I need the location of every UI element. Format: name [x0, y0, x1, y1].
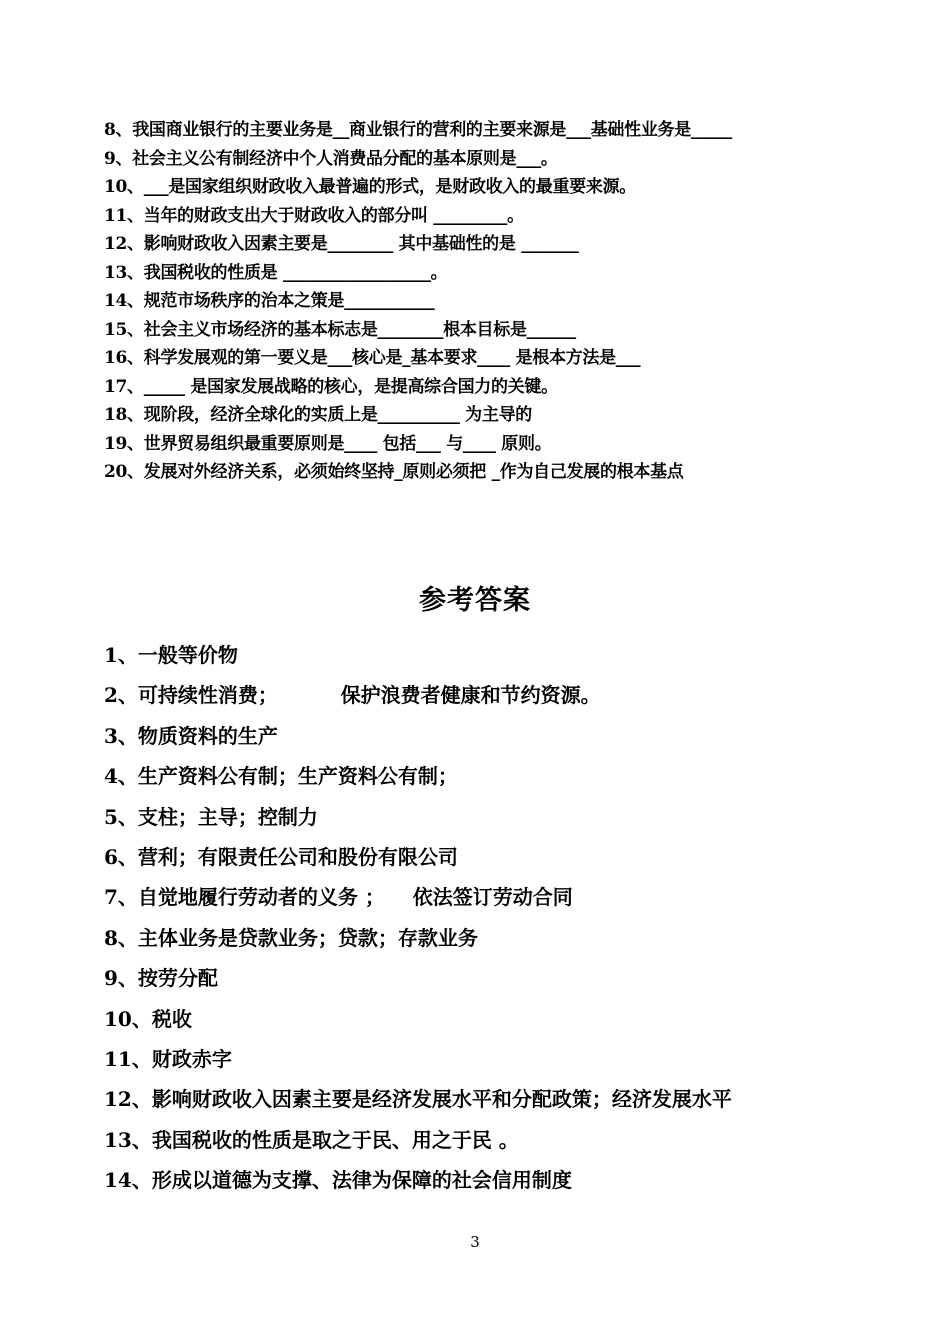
question-line: 16、科学发展观的第一要义是___核心是_基本要求____ 是根本方法是___: [104, 348, 641, 368]
question-line: 15、社会主义市场经济的基本标志是________根本目标是______: [104, 319, 576, 340]
answer-line: 8、主体业务是贷款业务；贷款；存款业务: [104, 925, 478, 950]
question-line: 11、当年的财政支出大于财政收入的部分叫 _________。: [104, 205, 524, 226]
question-line: 13、我国税收的性质是 __________________。: [104, 262, 448, 283]
question-line: 20、发展对外经济关系，必须始终坚持_原则必须把 _作为自己发展的根本基点: [104, 462, 684, 482]
answer-line: 7、自觉地履行劳动者的义务 ； 依法签订劳动合同: [104, 885, 573, 910]
answer-line: 13、我国税收的性质是取之于民、用之于民 。: [104, 1127, 519, 1152]
question-line: 17、_____ 是国家发展战略的核心，是提高综合国力的关键。: [104, 376, 558, 397]
answer-line: 4、生产资料公有制；生产资料公有制；: [104, 764, 458, 789]
question-list: [104, 116, 904, 487]
answer-line: 3、物质资料的生产: [104, 723, 278, 748]
question-line: 19、世界贸易组织最重要原则是____ 包括___ 与____ 原则。: [104, 433, 552, 454]
answer-line: 10、税收: [104, 1006, 192, 1031]
answers-heading: 参考答案: [419, 585, 531, 616]
question-line: 12、影响财政收入因素主要是________ 其中基础性的是 _______: [104, 234, 579, 254]
answer-line: 2、可持续性消费； 保护浪费者健康和节约资源。: [104, 683, 601, 708]
answer-line: 12、影响财政收入因素主要是经济发展水平和分配政策；经济发展水平: [104, 1087, 732, 1112]
answer-line: 1、一般等价物: [104, 643, 238, 667]
question-line: 14、规范市场秩序的治本之策是___________: [104, 291, 435, 311]
answer-line: 11、财政赤字: [104, 1046, 232, 1071]
question-line: 18、现阶段，经济全球化的实质上是__________ 为主导的: [104, 405, 532, 425]
answer-line: 5、支柱；主导；控制力: [104, 804, 318, 829]
page-number: 3: [470, 1233, 480, 1251]
answer-line: 14、形成以道德为支撑、法律为保障的社会信用制度: [104, 1168, 572, 1193]
question-line: 10、___是国家组织财政收入最普遍的形式，是财政收入的最重要来源。: [104, 177, 636, 197]
question-line: 9、社会主义公有制经济中个人消费品分配的基本原则是___。: [104, 148, 558, 169]
question-line: 8、我国商业银行的主要业务是__商业银行的营利的主要来源是___基础性业务是_____: [104, 120, 732, 140]
answer-line: 6、营利；有限责任公司和股份有限公司: [104, 844, 458, 869]
answer-line: 9、按劳分配: [104, 966, 218, 991]
answer-list: [104, 635, 904, 1200]
